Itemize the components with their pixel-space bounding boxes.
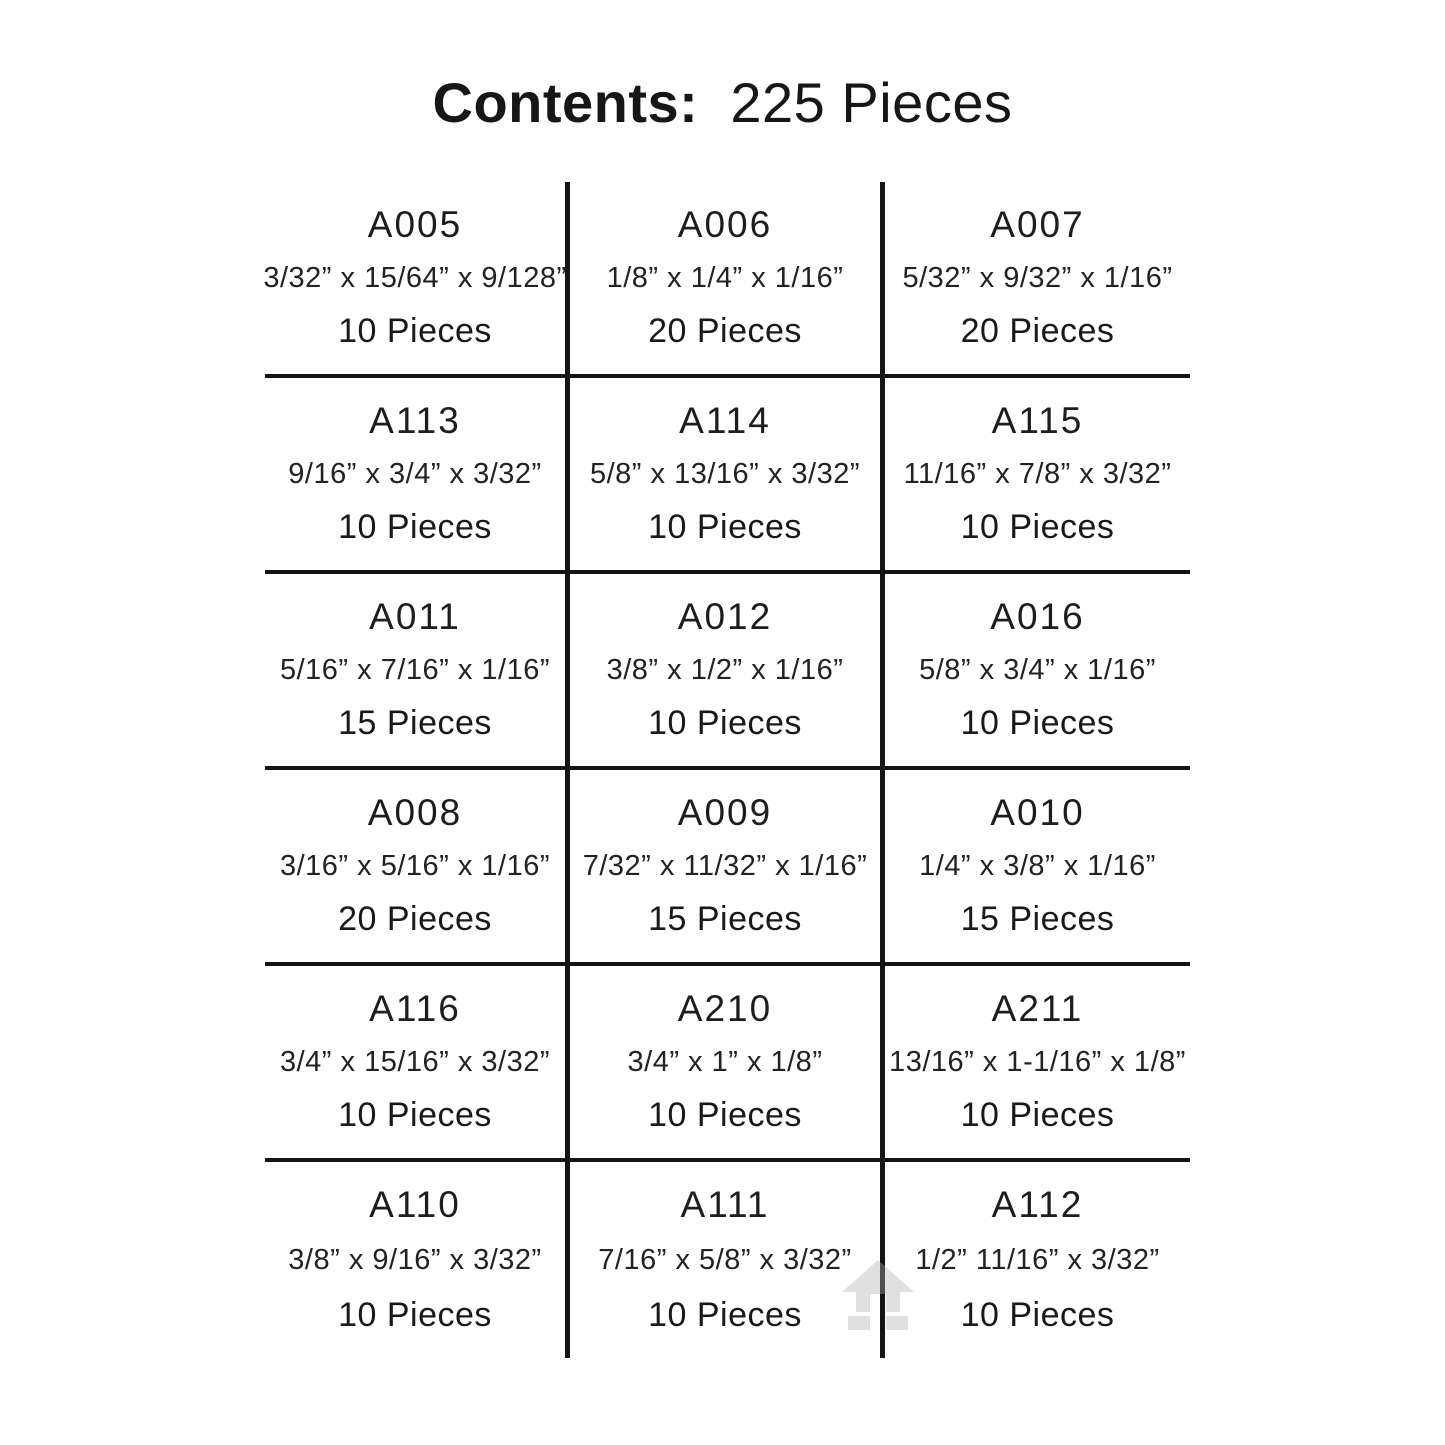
table-cell-a009 bbox=[570, 770, 885, 966]
part-quantity: 10 Pieces bbox=[648, 1296, 802, 1334]
table-cell-a012 bbox=[570, 574, 885, 770]
part-quantity: 10 Pieces bbox=[338, 508, 492, 546]
part-quantity: 15 Pieces bbox=[338, 704, 492, 742]
part-number: A112 bbox=[991, 1184, 1084, 1225]
contents-table bbox=[265, 182, 1190, 1358]
part-quantity: 15 Pieces bbox=[648, 900, 802, 938]
part-size: 13/16” x 1-1/16” x 1/8” bbox=[889, 1046, 1186, 1078]
part-quantity: 10 Pieces bbox=[338, 1296, 492, 1334]
part-number: A114 bbox=[679, 400, 771, 441]
part-number: A113 bbox=[369, 400, 461, 441]
part-number: A210 bbox=[677, 988, 773, 1029]
part-quantity: 10 Pieces bbox=[338, 312, 492, 350]
part-number: A006 bbox=[677, 204, 773, 245]
part-number: A009 bbox=[677, 792, 773, 833]
part-quantity: 10 Pieces bbox=[648, 704, 802, 742]
title-piece-count: 225 Pieces bbox=[730, 71, 1013, 134]
part-number: A016 bbox=[990, 596, 1085, 637]
part-number: A007 bbox=[990, 204, 1085, 245]
part-size: 5/8” x 13/16” x 3/32” bbox=[589, 458, 861, 490]
part-number: A011 bbox=[369, 596, 461, 637]
part-number: A116 bbox=[369, 988, 461, 1029]
table-cell-a010 bbox=[885, 770, 1190, 966]
part-quantity: 10 Pieces bbox=[960, 508, 1115, 546]
table-cell-a110 bbox=[265, 1162, 570, 1358]
title-contents-label: Contents: bbox=[432, 71, 699, 134]
part-size: 11/16” x 7/8” x 3/32” bbox=[903, 458, 1172, 490]
part-number: A211 bbox=[991, 988, 1084, 1029]
part-size: 3/4” x 15/16” x 3/32” bbox=[279, 1046, 551, 1078]
part-number: A005 bbox=[367, 204, 463, 245]
table-cell-a113 bbox=[265, 378, 570, 574]
part-size: 7/32” x 11/32” x 1/16” bbox=[582, 850, 868, 882]
table-cell-a007 bbox=[885, 182, 1190, 378]
part-quantity: 10 Pieces bbox=[648, 1096, 802, 1134]
part-quantity: 15 Pieces bbox=[960, 900, 1115, 938]
table-cell-a211 bbox=[885, 966, 1190, 1162]
part-number: A012 bbox=[677, 596, 773, 637]
table-cell-a016 bbox=[885, 574, 1190, 770]
part-size: 7/16” x 5/8” x 3/32” bbox=[598, 1244, 852, 1276]
table-cell-a116 bbox=[265, 966, 570, 1162]
part-quantity: 20 Pieces bbox=[960, 312, 1115, 350]
part-size: 5/16” x 7/16” x 1/16” bbox=[279, 654, 551, 686]
part-size: 1/4” x 3/8” x 1/16” bbox=[919, 850, 1156, 882]
table-cell-a115 bbox=[885, 378, 1190, 574]
part-quantity: 10 Pieces bbox=[338, 1096, 492, 1134]
part-size: 3/32” x 15/64” x 9/128” bbox=[263, 262, 567, 294]
part-number: A115 bbox=[991, 400, 1084, 441]
part-size: 3/16” x 5/16” x 1/16” bbox=[279, 850, 551, 882]
part-size: 9/16” x 3/4” x 3/32” bbox=[288, 458, 542, 490]
part-size: 5/8” x 3/4” x 1/16” bbox=[919, 654, 1156, 686]
part-quantity: 10 Pieces bbox=[648, 508, 802, 546]
table-cell-a011 bbox=[265, 574, 570, 770]
part-number: A010 bbox=[990, 792, 1085, 833]
part-size: 5/32” x 9/32” x 1/16” bbox=[902, 262, 1173, 294]
part-number: A110 bbox=[369, 1184, 461, 1225]
part-quantity: 20 Pieces bbox=[338, 900, 492, 938]
table-cell-a112 bbox=[885, 1162, 1190, 1358]
part-quantity: 10 Pieces bbox=[960, 1096, 1115, 1134]
table-cell-a114 bbox=[570, 378, 885, 574]
table-cell-a006 bbox=[570, 182, 885, 378]
table-cell-a210 bbox=[570, 966, 885, 1162]
part-size: 1/8” x 1/4” x 1/16” bbox=[606, 262, 844, 294]
part-quantity: 20 Pieces bbox=[648, 312, 802, 350]
page-title bbox=[0, 70, 1445, 135]
part-quantity: 10 Pieces bbox=[960, 704, 1115, 742]
part-size: 3/8” x 9/16” x 3/32” bbox=[288, 1244, 542, 1276]
table-cell-a008 bbox=[265, 770, 570, 966]
part-size: 3/4” x 1” x 1/8” bbox=[627, 1046, 823, 1078]
table-cell-a111 bbox=[570, 1162, 885, 1358]
table-cell-a005 bbox=[265, 182, 570, 378]
part-size: 3/8” x 1/2” x 1/16” bbox=[606, 654, 844, 686]
part-size: 1/2” 11/16” x 3/32” bbox=[915, 1244, 1160, 1276]
part-number: A111 bbox=[680, 1184, 770, 1225]
part-number: A008 bbox=[367, 792, 463, 833]
part-quantity: 10 Pieces bbox=[960, 1296, 1115, 1334]
